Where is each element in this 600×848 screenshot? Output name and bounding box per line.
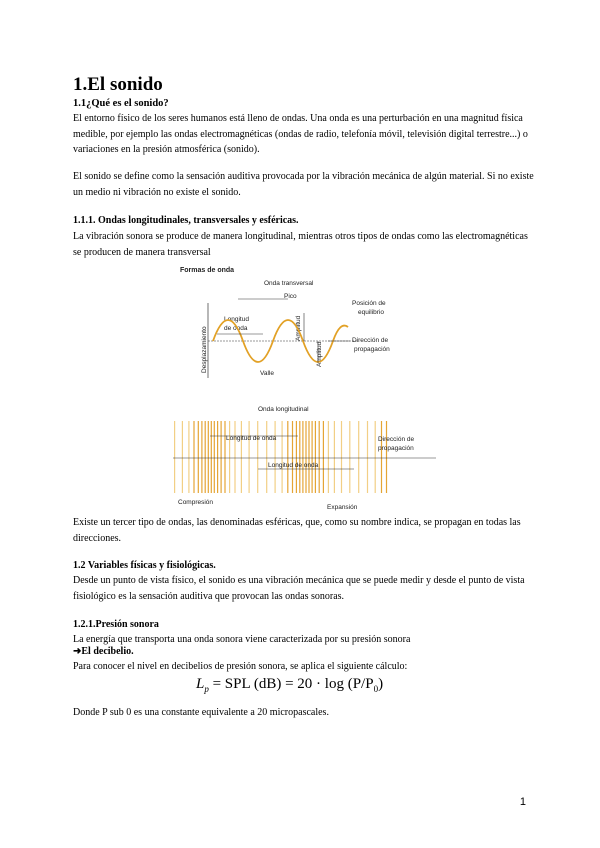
- longitudinal-bar: [266, 421, 267, 493]
- longitudinal-bar: [211, 421, 212, 493]
- longitudinal-bar: [367, 421, 368, 493]
- amplitude-label-1: Amplitud: [295, 315, 302, 341]
- section-heading-1-2: 1.2 Variables físicas y fisiológicas.: [73, 560, 216, 571]
- longitudinal-bar: [319, 421, 320, 493]
- longitudinal-bar: [174, 421, 175, 493]
- longitudinal-bar: [341, 421, 342, 493]
- longitudinal-wave-bars: [174, 421, 387, 493]
- paragraph-variables: Desde un punto de vista físico, el sonido es una vibración mecánica que se puede medir y desde el punto de vista fisiológico es la sensación auditiva que provocan las ondas sonoras.: [73, 575, 525, 602]
- decibel-heading: ➜El decibelio.: [73, 646, 134, 657]
- wavelength-label-1: Longitud: [224, 316, 249, 323]
- peak-label: Pico: [284, 293, 297, 300]
- direction-label-2: propagación: [354, 346, 390, 353]
- longitudinal-bar: [221, 421, 222, 493]
- longitudinal-bar: [305, 421, 306, 493]
- longitudinal-bar: [249, 421, 250, 493]
- wavelength-label-2: de onda: [224, 325, 248, 332]
- longitudinal-bar: [299, 421, 300, 493]
- longitudinal-bar: [315, 421, 316, 493]
- longitudinal-direction-1: Dirección de: [378, 436, 415, 443]
- formula-body: = SPL (dB) = 20 · log (P/P: [212, 676, 374, 692]
- longitudinal-bar: [328, 421, 329, 493]
- longitudinal-bar: [292, 421, 293, 493]
- figure-title: Formas de onda: [180, 267, 235, 274]
- longitudinal-bar: [217, 421, 218, 493]
- compression-label: Compresión: [178, 499, 214, 506]
- page-title: 1.El sonido: [73, 74, 163, 95]
- page-number: 1: [519, 796, 526, 808]
- longitudinal-bar: [241, 421, 242, 493]
- longitudinal-bar: [296, 421, 297, 493]
- longitudinal-wavelength-2: Longitud de onda: [268, 462, 319, 469]
- formula-sub-p: p: [204, 684, 209, 694]
- paragraph-longitudinal: La vibración sonora se produce de manera longitudinal, mientras otros tipos de ondas como las electromagnéticas se producen de manera transversal: [73, 231, 528, 258]
- formula-close: ): [378, 676, 384, 692]
- paragraph-spherical: Existe un tercer tipo de ondas, las denominadas esféricas, que, como su nombre indica, se propagan en todas las direcciones.: [73, 517, 521, 544]
- spl-formula: [196, 676, 414, 702]
- amplitude-label-2: Amplitud: [316, 341, 323, 367]
- expansion-label: Expansión: [327, 504, 358, 511]
- paragraph-decibel: Para conocer el nivel en decibelios de presión sonora, se aplica el siguiente cálculo:: [73, 661, 408, 672]
- valley-label: Valle: [260, 370, 274, 377]
- longitudinal-bar: [193, 421, 194, 493]
- longitudinal-bar: [334, 421, 335, 493]
- formula-l: L: [196, 676, 205, 692]
- longitudinal-bar: [358, 421, 359, 493]
- section-heading-1-1: 1.1¿Qué es el sonido?: [73, 98, 169, 109]
- longitudinal-bar: [275, 421, 276, 493]
- longitudinal-bar: [282, 421, 283, 493]
- longitudinal-bar: [308, 421, 309, 493]
- longitudinal-title: Onda longitudinal: [258, 406, 309, 413]
- paragraph-waves: El entorno físico de los seres humanos está lleno de ondas. Una onda es una perturbación en una magnitud física medible, por ejemplo las ondas electromagnéticas (ondas de radio, telefonía móvil, televisión digital terrestre...) o variaciones en la presión atmosférica (sonido).: [73, 113, 528, 155]
- direction-label-1: Dirección de: [352, 337, 389, 344]
- equilibrium-label-2: equilibrio: [358, 309, 385, 316]
- longitudinal-bar: [182, 421, 183, 493]
- longitudinal-bar: [229, 421, 230, 493]
- longitudinal-bar: [201, 421, 202, 493]
- longitudinal-bar: [375, 421, 376, 493]
- equilibrium-label-1: Posición de: [352, 300, 386, 307]
- longitudinal-bar: [257, 421, 258, 493]
- paragraph-sound-definition: El sonido se define como la sensación auditiva provocada por la vibración mecánica de algún material. Si no existe un medio ni vibración no existe el sonido.: [73, 171, 534, 198]
- longitudinal-bar: [302, 421, 303, 493]
- longitudinal-bar: [386, 421, 387, 493]
- paragraph-pressure: La energía que transporta una onda sonora viene caracterizada por su presión sonora: [73, 634, 411, 645]
- displacement-label: Desplazamiento: [201, 326, 208, 373]
- longitudinal-bar: [312, 421, 313, 493]
- transversal-title: Onda transversal: [264, 280, 314, 287]
- longitudinal-bar: [323, 421, 324, 493]
- longitudinal-wavelength-1: Longitud de onda: [226, 435, 277, 442]
- longitudinal-bar: [234, 421, 235, 493]
- longitudinal-bar: [205, 421, 206, 493]
- longitudinal-bar: [198, 421, 199, 493]
- longitudinal-bar: [214, 421, 215, 493]
- longitudinal-bar: [188, 421, 189, 493]
- section-heading-1-2-1: 1.2.1.Presión sonora: [73, 619, 159, 630]
- longitudinal-bar: [224, 421, 225, 493]
- paragraph-p0-note: Donde P sub 0 es una constante equivalente a 20 micropascales.: [73, 707, 329, 718]
- longitudinal-direction-2: propagación: [378, 445, 414, 452]
- longitudinal-bar: [287, 421, 288, 493]
- longitudinal-bar: [349, 421, 350, 493]
- formula-sub-0: 0: [373, 684, 379, 694]
- wave-forms-figure: [168, 263, 440, 513]
- longitudinal-bar: [208, 421, 209, 493]
- longitudinal-bar: [381, 421, 382, 493]
- section-heading-1-1-1: 1.1.1. Ondas longitudinales, transversales y esféricas.: [73, 215, 299, 226]
